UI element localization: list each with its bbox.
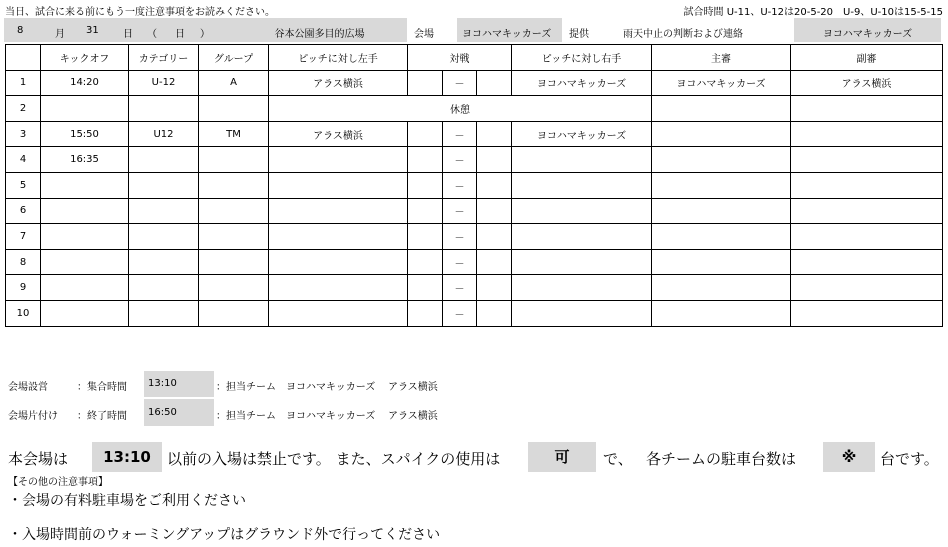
- kickoff-cell: 16:35: [41, 147, 129, 173]
- note-item: ・会場の有料駐車場をご利用ください: [8, 493, 246, 509]
- notice-text: 当日、試合に来る前にもう一度注意事項をお読みください。: [5, 7, 275, 18]
- dash-cell: －: [443, 198, 477, 224]
- cleanup-team-2: アラス横浜: [388, 411, 438, 422]
- header-no: [6, 45, 41, 71]
- setup-team-1: ヨコハマキッカーズ: [286, 382, 376, 393]
- setup-time-label: ：集合時間: [77, 382, 127, 393]
- cleanup-team-label: ：担当チーム: [216, 411, 276, 422]
- kickoff-cell: 15:50: [41, 121, 129, 147]
- setup-team-label: ：担当チーム: [216, 382, 276, 393]
- table-row: [6, 198, 943, 224]
- date-month-label: 月: [55, 29, 65, 40]
- table-row: [6, 172, 943, 198]
- table-row: [6, 96, 943, 122]
- row-number: 1: [6, 70, 41, 96]
- row-number: 2: [6, 96, 41, 122]
- date-month: 8: [17, 25, 24, 36]
- kickoff-cell: 14:20: [41, 70, 129, 96]
- header-right-team: ピッチに対し右手: [512, 45, 652, 71]
- header-referee: 主審: [652, 45, 791, 71]
- header-kickoff: キックオフ: [41, 45, 129, 71]
- table-row: [6, 300, 943, 326]
- venue-provider: ヨコハマキッカーズ: [462, 29, 552, 40]
- table-row: [6, 70, 943, 96]
- cleanup-label: 会場片付け: [8, 411, 58, 422]
- date-day-label: 日: [123, 29, 133, 40]
- paren-close: ）: [200, 29, 210, 40]
- setup-time: 13:10: [148, 378, 177, 389]
- match-time-text: 試合時間 U-11、U-12は20-5-20 U-9、U-10は15-5-15: [683, 7, 943, 18]
- rain-label: 雨天中止の判断および連絡: [623, 29, 743, 40]
- header-assistant: 副審: [791, 45, 943, 71]
- right-team-cell: ヨコハマキッカーズ: [512, 70, 652, 96]
- date-weekday: 日: [175, 29, 185, 40]
- category-cell: U-12: [129, 70, 199, 96]
- right-team-cell: ヨコハマキッカーズ: [512, 121, 652, 147]
- setup-label: 会場設営: [8, 382, 48, 393]
- rules-part-1: 本会場は: [8, 450, 69, 468]
- left-team-cell: アラス横浜: [269, 121, 408, 147]
- header-category: カテゴリー: [129, 45, 199, 71]
- setup-team-2: アラス横浜: [388, 382, 438, 393]
- dash-cell: －: [443, 172, 477, 198]
- row-number: 9: [6, 275, 41, 301]
- cleanup-team-1: ヨコハマキッカーズ: [286, 411, 376, 422]
- rules-part-5: 台です。: [880, 450, 939, 468]
- paren-open: （: [147, 29, 157, 40]
- dash-cell: －: [443, 121, 477, 147]
- table-row: [6, 275, 943, 301]
- rest-cell: 休憩: [269, 96, 652, 122]
- assistant-cell: [791, 121, 943, 147]
- cleanup-time: 16:50: [148, 407, 177, 418]
- entry-time: 13:10: [92, 442, 162, 472]
- table-row: [6, 121, 943, 147]
- header-match: 対戦: [408, 45, 512, 71]
- row-number: 6: [6, 198, 41, 224]
- dash-cell: －: [443, 147, 477, 173]
- venue-name: 谷本公園多目的広場: [274, 29, 365, 40]
- table-row: [6, 147, 943, 173]
- cleanup-time-label: ：終了時間: [77, 411, 127, 422]
- referee-cell: [652, 121, 791, 147]
- referee-cell: ヨコハマキッカーズ: [652, 70, 791, 96]
- rules-part-4: 各チームの駐車台数は: [646, 450, 797, 468]
- header-left-team: ピッチに対し左手: [269, 45, 408, 71]
- rules-part-2: 以前の入場は禁止です。 また、スパイクの使用は: [167, 450, 501, 468]
- dash-cell: －: [443, 70, 477, 96]
- left-score-cell: [408, 70, 443, 96]
- category-cell: U12: [129, 121, 199, 147]
- group-cell: A: [199, 70, 269, 96]
- rain-contact: ヨコハマキッカーズ: [822, 29, 913, 40]
- group-cell: TM: [199, 121, 269, 147]
- rules-part-3: で、: [603, 450, 633, 468]
- row-number: 5: [6, 172, 41, 198]
- venue-label: 会場: [414, 29, 434, 40]
- provider-label: 提供: [569, 29, 589, 40]
- dash-cell: －: [443, 224, 477, 250]
- note-item: ・入場時間前のウォーミングアップはグラウンド外で行ってください: [8, 527, 441, 543]
- spike-permission: 可: [528, 442, 596, 472]
- right-score-cell: [477, 70, 512, 96]
- row-number: 8: [6, 249, 41, 275]
- row-number: 7: [6, 224, 41, 250]
- table-row: [6, 224, 943, 250]
- row-number: 3: [6, 121, 41, 147]
- row-number: 4: [6, 147, 41, 173]
- dash-cell: －: [443, 249, 477, 275]
- schedule-table: [5, 44, 943, 327]
- table-row: [6, 249, 943, 275]
- dash-cell: －: [443, 275, 477, 301]
- assistant-cell: アラス横浜: [791, 70, 943, 96]
- date-day: 31: [86, 25, 99, 36]
- parking-count: ※: [823, 442, 875, 472]
- dash-cell: －: [443, 300, 477, 326]
- table-header-row: [6, 45, 943, 71]
- row-number: 10: [6, 300, 41, 326]
- left-team-cell: アラス横浜: [269, 70, 408, 96]
- header-group: グループ: [199, 45, 269, 71]
- other-notes-heading: 【その他の注意事項】: [8, 477, 108, 488]
